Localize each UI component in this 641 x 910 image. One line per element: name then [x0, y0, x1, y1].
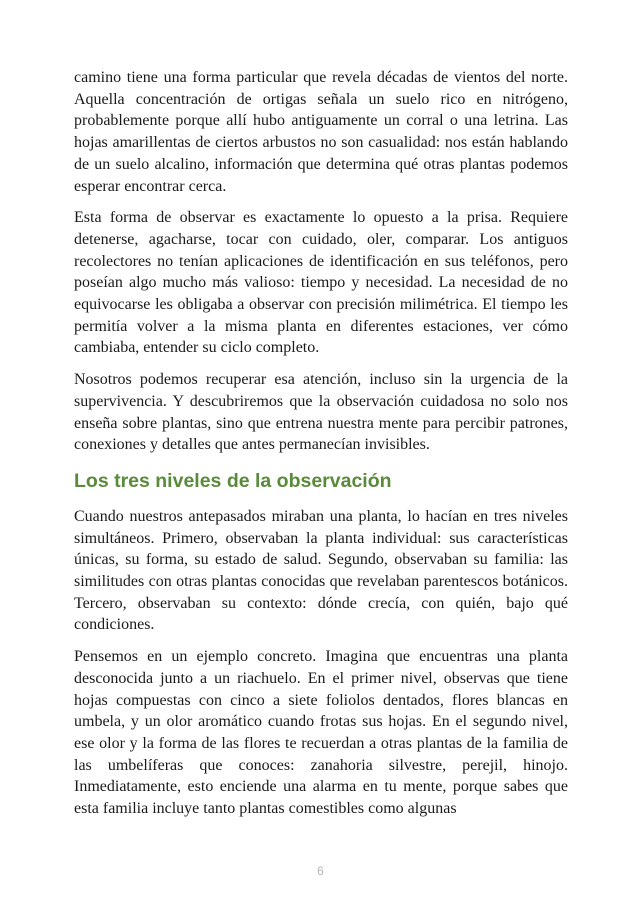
body-paragraph: Cuando nuestros antepasados miraban una planta, lo hacían en tres niveles simultáneos. Primero, observaban la planta individual: sus características únicas, su forma, su estado de salud. Segundo, observaban su familia: las similitudes con otras plantas conocidas que revelaban parentescos botánicos. Tercero, observaban su contexto: dónde crecía, con quién, bajo qué condiciones.: [74, 507, 568, 634]
body-paragraph: Esta forma de observar es exactamente lo opuesto a la prisa. Requiere detenerse, agacharse, tocar con cuidado, oler, comparar. Los antiguos recolectores no tenían aplicaciones de identificación en sus teléfonos, pero poseían algo mucho más valioso: tiempo y necesidad. La necesidad de no equivocarse les obligaba a observar con precisión milimétrica. El tiempo les permitía volver a la misma planta en diferentes estaciones, ver cómo cambiaba, entender su ciclo completo.: [74, 209, 568, 357]
page-body: [74, 67, 568, 830]
body-paragraph: Pensemos en un ejemplo concreto. Imagina que encuentras una planta desconocida junto a un riachuelo. En el primer nivel, observas que tiene hojas compuestas con cinco a siete foliolos dentados, flores blancas en umbela, y un olor aromático cuando frotas sus hojas. En el segundo nivel, ese olor y la forma de las flores te recuerdan a otras plantas de la familia de las umbelíferas que conoces: zanahoria silvestre, perejil, hinojo. Inmediatamente, esto enciende una alarma en tu mente, porque sabes que esta familia incluye tanto plantas comestibles como algunas: [74, 648, 568, 818]
section-heading: Los tres niveles de la observación: [74, 469, 392, 492]
body-paragraph: camino tiene una forma particular que revela décadas de vientos del norte. Aquella concentración de ortigas señala un suelo rico en nitrógeno, probablemente porque allí hubo antiguamente un corral o una letrina. Las hojas amarillentas de ciertos arbustos no son casualidad: nos están hablando de un suelo alcalino, información que determina qué otras plantas podemos esperar encontrar cerca.: [74, 69, 568, 195]
body-paragraph: Nosotros podemos recuperar esa atención, incluso sin la urgencia de la supervivencia. Y descubriremos que la observación cuidadosa no solo nos enseña sobre plantas, sino que entrena nuestra mente para percibir patrones, conexiones y detalles que antes permanecían invisibles.: [74, 371, 568, 454]
page-number: 6: [317, 864, 324, 878]
